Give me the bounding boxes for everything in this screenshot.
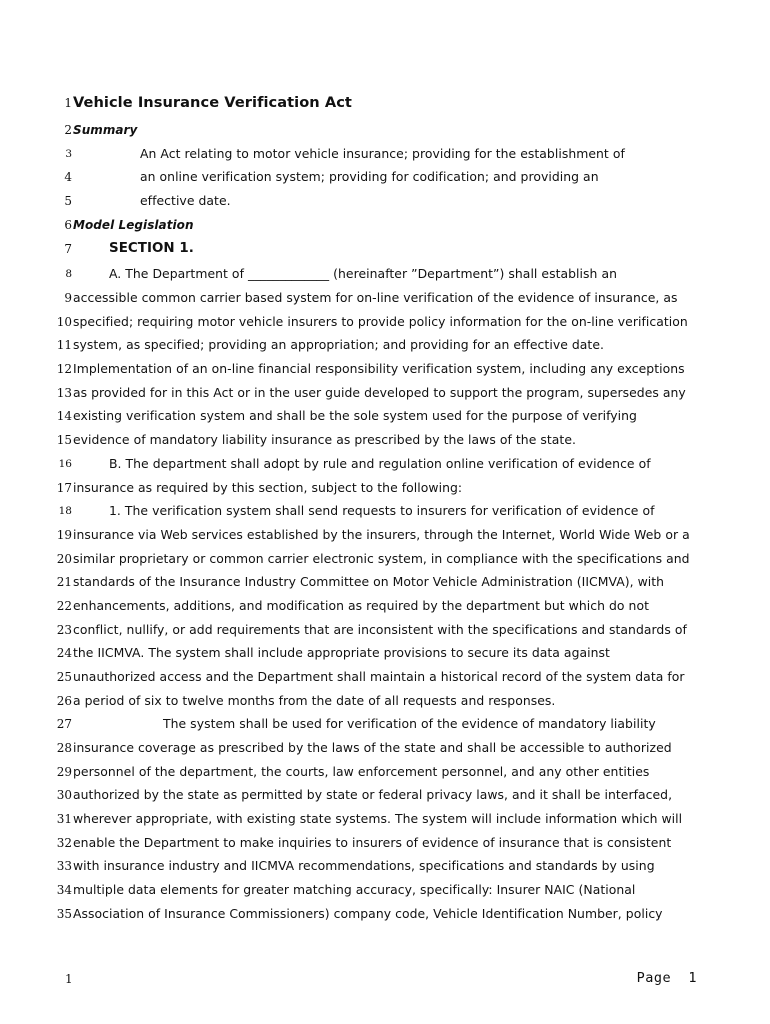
line-number: 20	[56, 552, 72, 566]
summary-text: an online verification system; providing for codification; and providing an	[140, 169, 599, 184]
body-line	[0, 404, 770, 426]
body-line	[0, 262, 770, 284]
body-line	[0, 333, 770, 355]
body-line	[0, 641, 770, 663]
line-number: 23	[56, 623, 72, 637]
line-number: 2	[64, 123, 72, 137]
body-line	[0, 452, 770, 474]
line-number: 17	[56, 481, 72, 495]
body-text: unauthorized access and the Department shall maintain a historical record of the system data for	[73, 669, 685, 684]
summary-text: effective date.	[140, 193, 231, 208]
body-text: A. The Department of _____________ (hereinafter ”Department”) shall establish an	[109, 266, 617, 281]
body-text: system, as specified; providing an appropriation; and providing for an effective date.	[73, 337, 604, 352]
line-number: 4	[64, 170, 72, 184]
body-text: evidence of mandatory liability insurance as prescribed by the laws of the state.	[73, 432, 576, 447]
body-text: insurance as required by this section, subject to the following:	[73, 480, 463, 495]
line-number: 30	[56, 788, 72, 802]
body-line	[0, 831, 770, 853]
body-line	[0, 760, 770, 782]
line-number: 22	[56, 599, 72, 613]
line-number: 21	[56, 575, 72, 589]
model-heading-line	[0, 213, 770, 235]
line-number: 16	[58, 458, 72, 470]
line-number: 18	[58, 505, 72, 517]
summary-line	[0, 165, 770, 187]
line-number: 29	[56, 765, 72, 779]
body-text: a period of six to twelve months from the date of all requests and responses.	[73, 693, 556, 708]
body-line	[0, 499, 770, 521]
line-number: 6	[64, 218, 72, 232]
body-line	[0, 618, 770, 640]
body-text: authorized by the state as permitted by state or federal privacy laws, and it shall be interfaced,	[73, 787, 673, 802]
body-line	[0, 902, 770, 924]
line-number: 35	[56, 907, 72, 921]
body-text: The system shall be used for verification of the evidence of mandatory liability	[163, 716, 656, 731]
body-text: enhancements, additions, and modification as required by the department but which do not	[73, 598, 649, 613]
line-number: 3	[65, 148, 72, 160]
body-line	[0, 783, 770, 805]
body-text: as provided for in this Act or in the user guide developed to support the program, supersedes any	[73, 385, 686, 400]
line-number: 26	[56, 694, 72, 708]
body-text: accessible common carrier based system for on-line verification of the evidence of insurance, as	[73, 290, 678, 305]
body-text: Association of Insurance Commissioners) company code, Vehicle Identification Number, policy	[73, 906, 663, 921]
body-line	[0, 665, 770, 687]
body-line	[0, 594, 770, 616]
line-number: 11	[56, 338, 72, 352]
body-text: specified; requiring motor vehicle insurers to provide policy information for the on-line verification	[73, 314, 688, 329]
body-line	[0, 712, 770, 734]
body-line	[0, 357, 770, 379]
line-number: 13	[56, 386, 72, 400]
body-text: 1. The verification system shall send requests to insurers for verification of evidence of	[109, 503, 655, 518]
line-number: 7	[64, 242, 72, 256]
line-number: 25	[56, 670, 72, 684]
body-text: standards of the Insurance Industry Committee on Motor Vehicle Administration (IICMVA), with	[73, 574, 665, 589]
body-text: insurance via Web services established by the insurers, through the Internet, World Wide Web or a	[73, 527, 690, 542]
line-number: 14	[56, 409, 72, 423]
body-text: personnel of the department, the courts, law enforcement personnel, and any other entities	[73, 764, 650, 779]
body-text: existing verification system and shall be the sole system used for the purpose of verifying	[73, 408, 637, 423]
line-number: 33	[56, 859, 72, 873]
body-text: enable the Department to make inquiries to insurers of evidence of insurance that is consistent	[73, 835, 672, 850]
line-number: 1	[64, 96, 72, 110]
body-line	[0, 807, 770, 829]
body-line	[0, 689, 770, 711]
footer-number: 1	[65, 972, 73, 986]
title-line	[0, 91, 770, 113]
line-number: 31	[56, 812, 72, 826]
line-number: 32	[56, 836, 72, 850]
body-line	[0, 523, 770, 545]
summary-heading: Summary	[73, 123, 138, 137]
summary-heading-line	[0, 118, 770, 140]
line-number: 28	[56, 741, 72, 755]
summary-line	[0, 142, 770, 164]
body-text: insurance coverage as prescribed by the laws of the state and shall be accessible to authorized	[73, 740, 672, 755]
model-legislation-heading: Model Legislation	[73, 218, 194, 232]
document-title: Vehicle Insurance Verification Act	[73, 94, 352, 111]
line-number: 12	[56, 362, 72, 376]
body-text: wherever appropriate, with existing state systems. The system will include information which will	[73, 811, 683, 826]
body-line	[0, 547, 770, 569]
line-number: 5	[64, 194, 72, 208]
body-line	[0, 854, 770, 876]
body-text: conflict, nullify, or add requirements that are inconsistent with the specifications and standards of	[73, 622, 687, 637]
body-text: the IICMVA. The system shall include appropriate provisions to secure its data against	[73, 645, 610, 660]
body-text: multiple data elements for greater matching accuracy, specifically: Insurer NAIC (National	[73, 882, 636, 897]
body-line	[0, 310, 770, 332]
line-number: 10	[56, 315, 72, 329]
line-number: 27	[56, 717, 72, 731]
body-text: similar proprietary or common carrier electronic system, in compliance with the specifications and	[73, 551, 690, 566]
line-number: 15	[56, 433, 72, 447]
summary-line	[0, 189, 770, 211]
body-line	[0, 878, 770, 900]
section-heading-line	[0, 237, 770, 259]
body-text: with insurance industry and IICMVA recommendations, specifications and standards by using	[73, 858, 655, 873]
page-number: Page 1	[636, 970, 697, 986]
body-line	[0, 476, 770, 498]
body-line	[0, 736, 770, 758]
body-line	[0, 286, 770, 308]
line-number: 24	[56, 646, 72, 660]
line-number: 34	[56, 883, 72, 897]
body-line	[0, 570, 770, 592]
line-number: 9	[64, 291, 72, 305]
body-line	[0, 428, 770, 450]
line-number: 19	[56, 528, 72, 542]
body-text: Implementation of an on-line financial responsibility verification system, including any exceptions	[73, 361, 685, 376]
body-line	[0, 381, 770, 403]
summary-text: An Act relating to motor vehicle insurance; providing for the establishment of	[140, 146, 625, 161]
body-text: B. The department shall adopt by rule and regulation online verification of evidence of	[109, 456, 651, 471]
line-number: 8	[65, 268, 72, 280]
section-heading: SECTION 1.	[109, 241, 194, 256]
